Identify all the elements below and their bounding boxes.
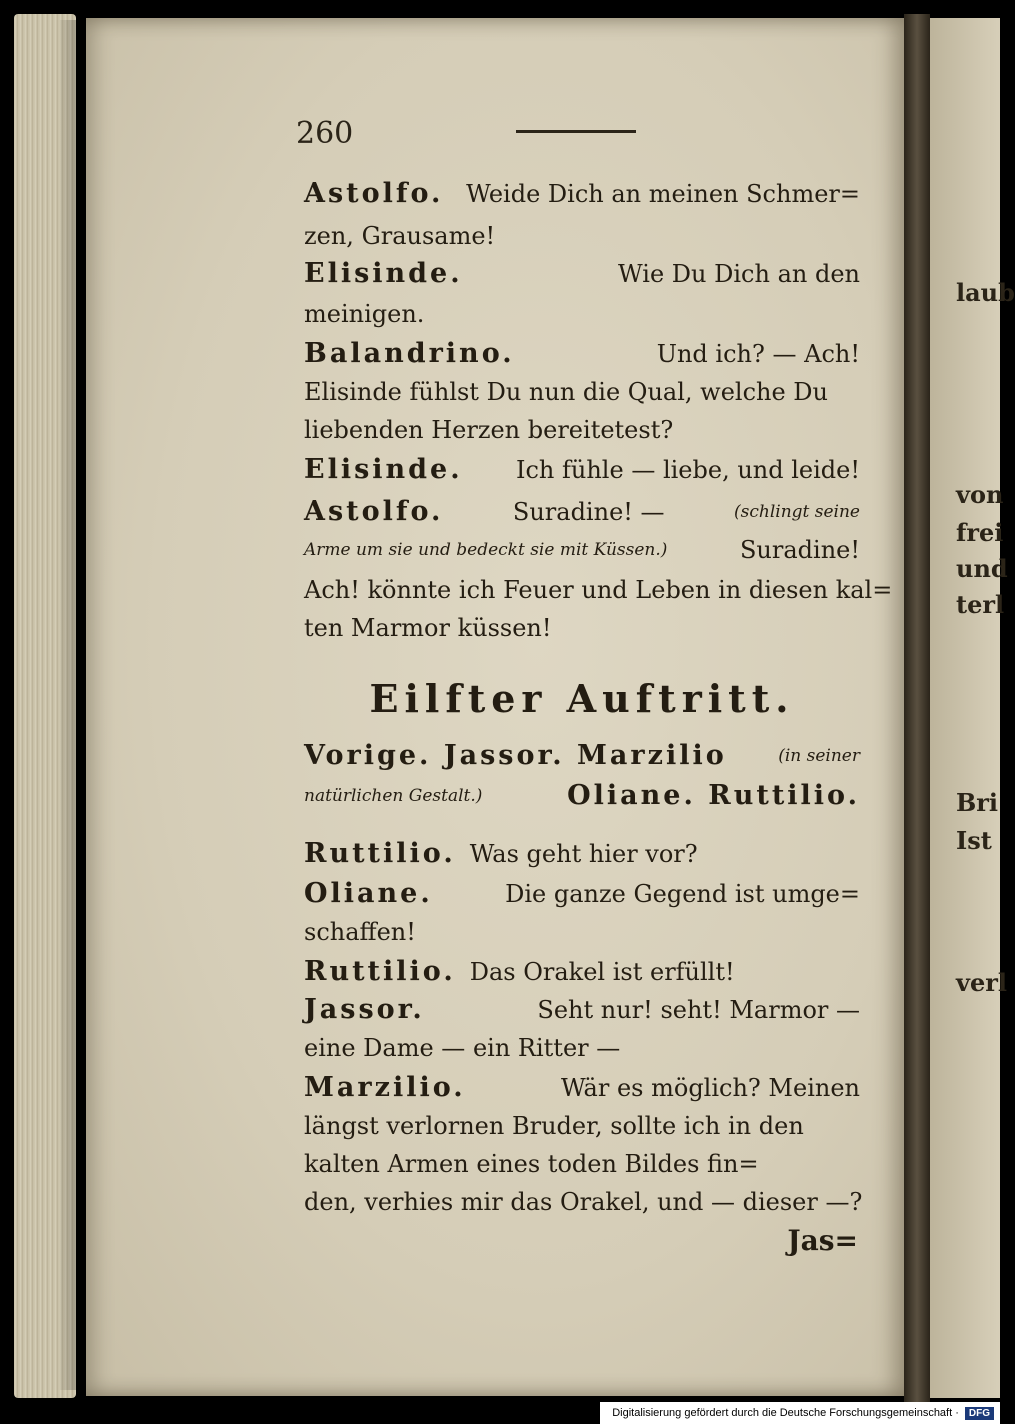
line-text: kalten Armen eines toden Bildes fin= xyxy=(304,1150,759,1178)
text-line xyxy=(304,296,860,332)
speaker-name: Astolfo. xyxy=(304,496,444,527)
text-line xyxy=(304,610,860,646)
edge-word: verl xyxy=(956,968,1007,997)
cast-names: Oliane. Ruttilio. xyxy=(567,780,860,811)
line-text: zen, Grausame! xyxy=(304,222,496,250)
line-text: liebenden Herzen bereitetest? xyxy=(304,416,674,444)
cast-names: Vorige. Jassor. Marzilio xyxy=(304,740,727,771)
line-text: Seht nur! seht! Marmor — xyxy=(537,996,860,1024)
stage-direction: (schlingt seine xyxy=(734,502,860,522)
line-text: Elisinde fühlst Du nun die Qual, welche Du xyxy=(304,378,829,406)
speaker-name: Elisinde. xyxy=(304,258,463,289)
line-text: Suradine! — xyxy=(512,498,665,526)
line-text: den, verhies mir das Orakel, und — dieser —? xyxy=(304,1188,863,1216)
footer-text: Digitalisierung gefördert durch die Deutsche Forschungsgemeinschaft · xyxy=(612,1407,959,1419)
text-line xyxy=(304,992,860,1028)
cast-line xyxy=(304,778,860,814)
stage-direction: natürlichen Gestalt.) xyxy=(304,786,483,806)
edge-word: und xyxy=(956,554,1008,583)
line-text: schaffen! xyxy=(304,918,416,946)
edge-word: Ist xyxy=(956,826,992,855)
stage-direction: (in seiner xyxy=(778,746,860,766)
text-line xyxy=(304,1070,860,1106)
speaker-name: Elisinde. xyxy=(304,454,463,485)
edge-word: laub xyxy=(956,278,1015,307)
text-line xyxy=(304,452,860,488)
text-line xyxy=(304,374,860,410)
catchword: Jas= xyxy=(787,1224,858,1257)
speaker-name: Ruttilio. xyxy=(304,956,456,987)
line-text: meinigen. xyxy=(304,300,425,328)
text-line xyxy=(304,532,860,568)
text-line xyxy=(304,1030,860,1066)
stage-direction: Arme um sie und bedeckt sie mit Küssen.) xyxy=(304,540,668,560)
line-text: Wär es möglich? Meinen xyxy=(560,1074,860,1102)
speaker-name: Ruttilio. xyxy=(304,838,456,869)
header-rule xyxy=(516,130,636,133)
line-text: Ich fühle — liebe, und leide! xyxy=(516,456,860,484)
book-gutter xyxy=(904,14,930,1402)
scene-heading: Eilfter Auftritt. xyxy=(369,676,795,721)
text-line xyxy=(304,256,860,292)
speaker-name: Balandrino. xyxy=(304,338,515,369)
text-line xyxy=(304,1146,860,1182)
line-text: Die ganze Gegend ist umge= xyxy=(505,880,860,908)
line-text: Suradine! xyxy=(739,536,860,564)
text-line xyxy=(304,1184,863,1220)
line-text: längst verlornen Bruder, sollte ich in den xyxy=(304,1112,804,1140)
line-text: Und ich? — Ach! xyxy=(656,340,860,368)
edge-word: terl xyxy=(956,590,1005,619)
text-line xyxy=(304,914,860,950)
edge-word: Bri xyxy=(956,788,999,817)
line-text: Ach! könnte ich Feuer und Leben in diesen kal= xyxy=(304,576,893,604)
line-text: ten Marmor küssen! xyxy=(304,614,552,642)
text-line xyxy=(304,176,860,212)
line-text: eine Dame — ein Ritter — xyxy=(304,1034,621,1062)
text-line xyxy=(304,876,860,912)
line-text: Das Orakel ist erfüllt! xyxy=(469,958,735,986)
next-page-edge xyxy=(930,18,1015,1398)
text-line xyxy=(304,1108,860,1144)
text-line xyxy=(304,412,860,448)
edge-word: von xyxy=(956,480,1004,509)
line-text: Weide Dich an meinen Schmer= xyxy=(466,180,860,208)
text-line xyxy=(304,494,860,530)
text-line xyxy=(304,218,860,254)
text-line xyxy=(304,836,860,872)
speaker-name: Astolfo. xyxy=(304,178,444,209)
dfg-logo: DFG xyxy=(965,1407,994,1420)
line-text: Wie Du Dich an den xyxy=(618,260,860,288)
line-text: Was geht hier vor? xyxy=(469,840,698,868)
speaker-name: Marzilio. xyxy=(304,1072,466,1103)
text-line xyxy=(304,954,860,990)
footer-credit xyxy=(600,1402,1000,1424)
speaker-name: Jassor. xyxy=(304,994,425,1025)
text-line xyxy=(304,336,860,372)
page-number: 260 xyxy=(296,116,354,151)
text-line xyxy=(304,572,893,608)
cast-line xyxy=(304,738,860,774)
edge-word: frei xyxy=(956,518,1004,547)
speaker-name: Oliane. xyxy=(304,878,433,909)
